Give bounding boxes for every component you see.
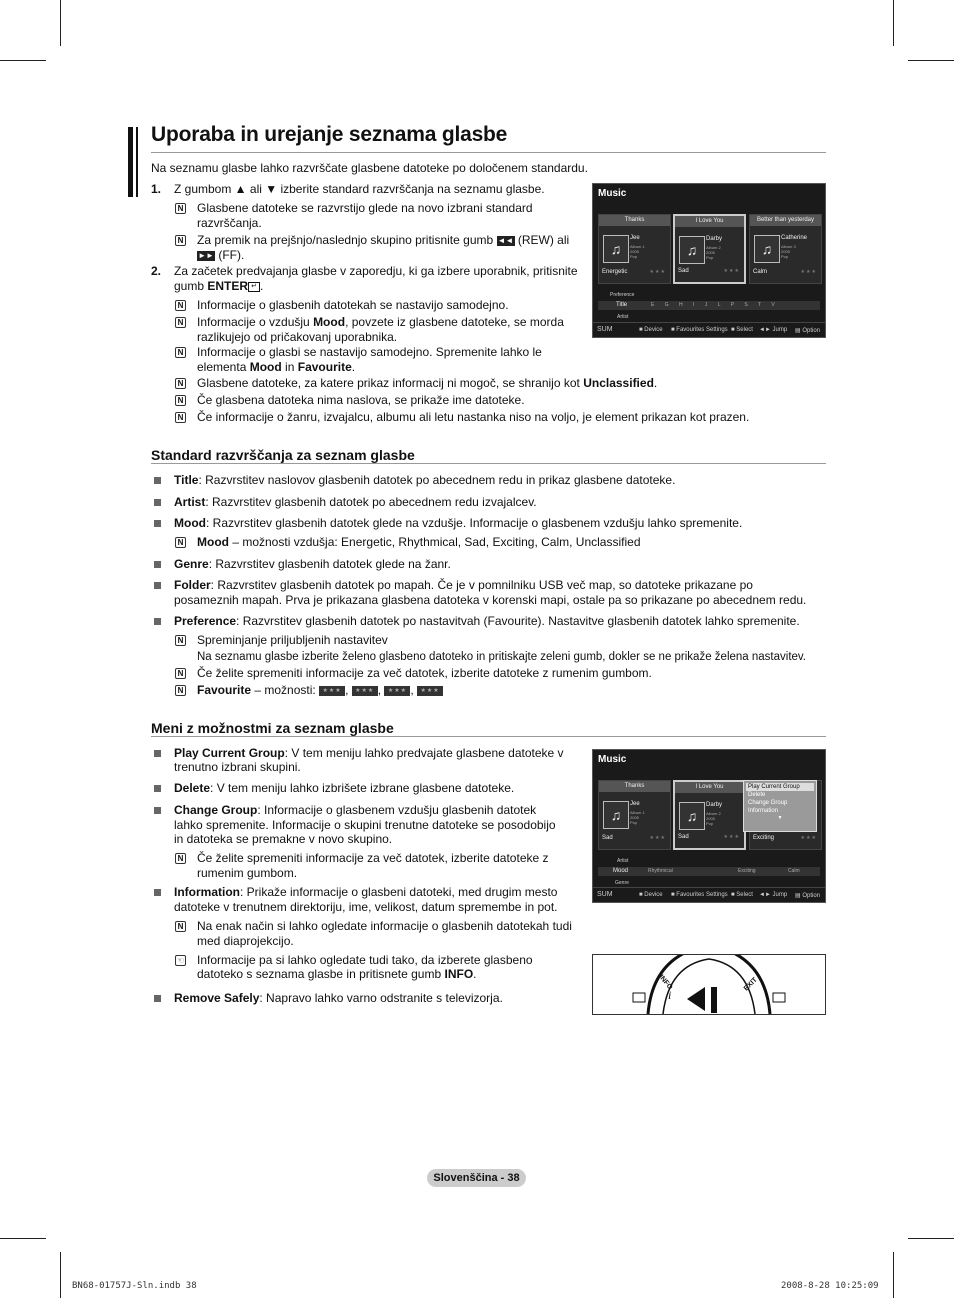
note-icon: N <box>175 347 186 358</box>
section-rule <box>151 736 826 737</box>
note-text: Na enak način si lahko ogledate informacije o glasbenih datotekah tudi <box>197 919 572 933</box>
note-icon: N <box>175 300 186 311</box>
note-text: Favourite – možnosti: ★★★ , ★★★ , ★★★ , ★★★ <box>197 683 443 698</box>
track-meta: Album 1 2005 Pop <box>630 810 645 825</box>
artist-name: Jee <box>630 235 640 241</box>
card-group-label: Thanks <box>599 781 670 792</box>
screen-footer <box>593 322 825 337</box>
title-rule <box>151 152 826 153</box>
mood-index: Exciting <box>738 868 756 874</box>
note-text: Če želite spremeniti informacije za več datotek, izberite datoteke z rumenim gumbom. <box>197 666 652 680</box>
artist-name: Darby <box>706 802 723 808</box>
list-item: trenutno izbrani skupini. <box>174 760 301 774</box>
list-item: in datoteka se premakne v novo skupino. <box>174 832 393 846</box>
bullet <box>154 807 161 814</box>
music-note-icon: ♫ <box>603 801 629 829</box>
list-item: Mood: Razvrstitev glasbenih datotek glede na vzdušje. Informacije o glasbenem vzdušju lahko spremenite. <box>174 516 743 530</box>
enter-icon: ↵ <box>248 282 260 292</box>
sort-strip[interactable] <box>598 301 820 310</box>
page-number: Slovenščina - 38 <box>427 1169 526 1187</box>
music-card <box>749 214 822 284</box>
list-item: Title: Razvrstitev naslovov glasbenih datotek po abecednem redu in prikaz glasbene datoteke. <box>174 473 676 487</box>
bullet <box>154 561 161 568</box>
list-item: Artist: Razvrstitev glasbenih datotek po abecednem redu izvajalcev. <box>174 495 537 509</box>
mood-index: Calm <box>788 868 800 874</box>
bullet <box>154 477 161 484</box>
list-item: Play Current Group: V tem meniju lahko predvajate glasbene datoteke v <box>174 746 564 760</box>
note-text: Informacije o glasbi se nastavijo samodejno. Spremenite lahko le <box>197 345 542 359</box>
music-note-icon: ♫ <box>679 802 705 830</box>
mood-index: Rhythmical <box>648 868 673 874</box>
star-rating: ★★★ <box>649 835 666 841</box>
list-item: Folder: Razvrstitev glasbenih datotek po mapah. Če je v pomnilniku USB več map, so datoteke prikazane po <box>174 578 753 592</box>
menu-item-play-current-group[interactable]: Play Current Group <box>746 783 814 791</box>
music-card <box>598 780 671 850</box>
artist-name: Darby <box>706 236 723 242</box>
device-button[interactable]: ■ Device <box>639 327 663 333</box>
track-meta: Album 3 2005 Pop <box>781 244 796 259</box>
sort-label: Genre <box>615 880 629 886</box>
music-note-icon: ♫ <box>679 236 705 264</box>
card-group-label: I Love You <box>675 782 744 793</box>
note-icon: N <box>175 317 186 328</box>
note-icon: N <box>175 395 186 406</box>
select-button[interactable]: ■ Select <box>731 892 753 898</box>
mood-label: Sad <box>678 834 689 840</box>
exit-button-label: EXIT <box>742 976 759 993</box>
music-list-screenshot <box>592 183 826 338</box>
bullet <box>154 582 161 589</box>
print-stamp: 2008-8-28 10:25:09 <box>781 1281 879 1291</box>
sum-label: SUM <box>597 326 613 333</box>
section-rule <box>151 463 826 464</box>
music-note-icon: ♫ <box>754 235 780 263</box>
scroll-down-icon: ▼ <box>777 815 783 821</box>
note-text: Če informacije o žanru, izvajalcu, albumu ali letu nastanka niso na voljo, je element prikazan kot prazen. <box>197 410 750 424</box>
music-card <box>598 214 671 284</box>
note-text: Spreminjanje priljubljenih nastavitev <box>197 633 388 647</box>
note-icon: N <box>175 378 186 389</box>
section-heading: Standard razvrščanja za seznam glasbe <box>151 447 415 463</box>
mood-label: Calm <box>753 269 768 275</box>
fav-settings-button[interactable]: ■ Favourites Settings <box>671 892 728 898</box>
menu-item-change-group[interactable]: Change Group <box>748 800 788 806</box>
sort-label: Artist <box>617 314 629 320</box>
note-icon: N <box>175 853 186 864</box>
star-rating: ★★★ <box>649 269 666 275</box>
remote-drawing <box>593 955 825 1014</box>
sort-current: Title <box>616 302 628 308</box>
note-text: Če glasbena datoteka nima naslova, se prikaže ime datoteke. <box>197 393 525 407</box>
note-text: Za premik na prejšnjo/naslednjo skupino pritisnite gumb ◄◄ (REW) ali <box>197 233 570 247</box>
sort-strip[interactable] <box>598 867 820 876</box>
list-item: Information: Prikaže informacije o glasbeni datoteki, med drugim mesto <box>174 885 558 899</box>
screen-title: Music <box>598 754 627 765</box>
star-rating: ★★★ <box>800 835 817 841</box>
section-heading: Meni z možnostmi za seznam glasbe <box>151 720 394 736</box>
bullet <box>154 750 161 757</box>
note-icon: N <box>175 203 186 214</box>
star-rating-icon: ★★★ <box>384 686 410 696</box>
artist-name: Jee <box>630 801 640 807</box>
music-card-selected[interactable] <box>673 780 746 850</box>
remote-note-icon: ☜ <box>176 956 185 965</box>
jump-button[interactable]: ◄► Jump <box>759 327 788 333</box>
bullet <box>154 520 161 527</box>
star-rating-icon: ★★★ <box>417 686 443 696</box>
card-group-label: Better than yesterday <box>750 215 821 226</box>
step-number: 2. <box>151 264 162 278</box>
select-button[interactable]: ■ Select <box>731 327 753 333</box>
music-card-selected[interactable] <box>673 214 746 284</box>
menu-item-delete[interactable]: Delete <box>748 792 766 798</box>
crop-mark <box>0 1238 46 1239</box>
note-text: Glasbene datoteke, za katere prikaz informacij ni mogoč, se shranijo kot Unclassified. <box>197 376 658 390</box>
bullet <box>154 618 161 625</box>
note-text: Informacije o vzdušju Mood, povzete iz glasbene datoteke, se morda <box>197 315 564 329</box>
menu-item-information[interactable]: Information <box>748 808 779 814</box>
note-text: ►► (FF). <box>198 248 245 262</box>
bullet <box>154 889 161 896</box>
note-text: razlikujejo od pričakovanj uporabnika. <box>197 330 398 344</box>
note-text: datoteko s seznama glasbe in pritisnete gumb INFO. <box>197 967 477 981</box>
track-meta: Album 2 2005 Pop <box>706 245 721 260</box>
note-text: Če želite spremeniti informacije za več datotek, izberite datoteke z <box>197 851 549 865</box>
artist-name: Catherine <box>781 235 808 241</box>
note-icon: N <box>175 635 186 646</box>
crop-mark <box>0 60 46 61</box>
list-item: Preference: Razvrstitev glasbenih datotek po nastavitvah (Favourite). Nastavitve glasbenih datotek lahko spremenite. <box>174 614 800 628</box>
note-text: med diaprojekcijo. <box>197 934 294 948</box>
svg-text:i: i <box>668 988 672 1002</box>
step-number: 1. <box>151 182 162 196</box>
star-rating: ★★★ <box>723 834 740 840</box>
note-text: Glasbene datoteke se razvrstijo glede na novo izbrani standard <box>197 201 533 215</box>
crop-mark <box>60 0 61 46</box>
list-item: Change Group: Informacije o glasbenem vzdušju glasbenih datotek <box>174 803 537 817</box>
list-item: datoteke v trenutnem direktoriju, ime, velikost, datum spremembe in pot. <box>174 900 558 914</box>
remote-illustration <box>592 954 826 1015</box>
letter-index: E G H I J L P S T V <box>651 302 775 308</box>
jump-button[interactable]: ◄► Jump <box>759 892 788 898</box>
note-text: Na seznamu glasbe izberite želeno glasbeno datoteko in pritiskajte zeleni gumb, dokler se ne prikaže želena nastavitev. <box>197 651 807 663</box>
note-text: elementa Mood in Favourite. <box>197 360 356 374</box>
crop-mark <box>893 1252 894 1298</box>
option-button[interactable]: ▤ Option <box>795 328 821 334</box>
screen-footer <box>593 887 825 902</box>
crop-mark <box>893 0 894 46</box>
title-accent-bar <box>128 127 133 197</box>
bullet <box>154 995 161 1002</box>
screen-title: Music <box>598 188 627 199</box>
note-icon: N <box>175 921 186 932</box>
note-text: Informacije pa si lahko ogledate tudi tako, da izberete glasbeno <box>197 953 533 967</box>
track-meta: Album 2 2005 Pop <box>706 811 721 826</box>
ff-icon: ►► <box>198 250 214 260</box>
card-group-label: Thanks <box>599 215 670 226</box>
crop-mark <box>60 1252 61 1298</box>
sort-label: Preference <box>610 292 635 298</box>
sum-label: SUM <box>597 891 613 898</box>
device-button[interactable]: ■ Device <box>639 892 663 898</box>
mood-label: Sad <box>602 835 613 841</box>
sort-label: Artist <box>617 858 629 864</box>
rew-icon: ◄◄ <box>497 235 514 245</box>
note-icon: N <box>175 412 186 423</box>
note-icon: N <box>175 537 186 548</box>
step-text: Za začetek predvajanja glasbe v zaporedju, ki ga izbere uporabnik, pritisnite <box>174 264 578 278</box>
note-icon: N <box>175 235 186 246</box>
bullet <box>154 785 161 792</box>
option-button[interactable]: ▤ Option <box>795 893 821 899</box>
note-text: Mood – možnosti vzdušja: Energetic, Rhythmical, Sad, Exciting, Calm, Unclassified <box>197 535 641 549</box>
star-rating: ★★★ <box>800 269 817 275</box>
crop-mark <box>908 1238 954 1239</box>
page-title: Uporaba in urejanje seznama glasbe <box>151 123 508 146</box>
print-slug: BN68-01757J-Sln.indb 38 <box>72 1281 197 1291</box>
crop-mark <box>908 60 954 61</box>
bullet <box>154 499 161 506</box>
card-group-label: I Love You <box>675 216 744 227</box>
list-item: posameznih mapah. Prva je prikazana glasbena datoteka v korenski mapi, ostale pa so prikazane po abecednem redu. <box>174 593 807 607</box>
list-item: lahko spremenite. Informacije o skupini trenutne datoteke se posodobijo <box>174 818 556 832</box>
note-text: razvrščanja. <box>197 216 262 230</box>
info-button-label: INFO <box>657 973 674 992</box>
mood-label: Energetic <box>602 269 628 275</box>
music-option-menu-screenshot <box>592 749 826 903</box>
option-menu <box>743 780 817 832</box>
mood-label: Exciting <box>753 835 775 841</box>
step-text: Z gumbom ▲ ali ▼ izberite standard razvrščanja na seznamu glasbe. <box>174 182 545 196</box>
star-rating: ★★★ <box>723 268 740 274</box>
title-accent-bar <box>136 127 138 197</box>
fav-settings-button[interactable]: ■ Favourites Settings <box>671 327 728 333</box>
intro-text: Na seznamu glasbe lahko razvrščate glasbene datoteke po določenem standardu. <box>151 161 588 175</box>
list-item: Genre: Razvrstitev glasbenih datotek glede na žanr. <box>174 557 451 571</box>
step-text: gumb ENTER ↵ . <box>174 279 264 293</box>
list-item: Remove Safely: Napravo lahko varno odstranite s televizorja. <box>174 991 503 1005</box>
sort-current: Mood <box>613 868 629 874</box>
note-text: Informacije o glasbenih datotekah se nastavijo samodejno. <box>197 298 509 312</box>
note-text: rumenim gumbom. <box>197 866 298 880</box>
note-icon: N <box>175 685 186 696</box>
star-rating-icon: ★★★ <box>319 686 345 696</box>
mood-label: Sad <box>678 268 689 274</box>
list-item: Delete: V tem meniju lahko izbrišete izbrane glasbene datoteke. <box>174 781 515 795</box>
note-icon: N <box>175 668 186 679</box>
track-meta: Album 1 2005 Pop <box>630 244 645 259</box>
star-rating-icon: ★★★ <box>352 686 378 696</box>
music-note-icon: ♫ <box>603 235 629 263</box>
